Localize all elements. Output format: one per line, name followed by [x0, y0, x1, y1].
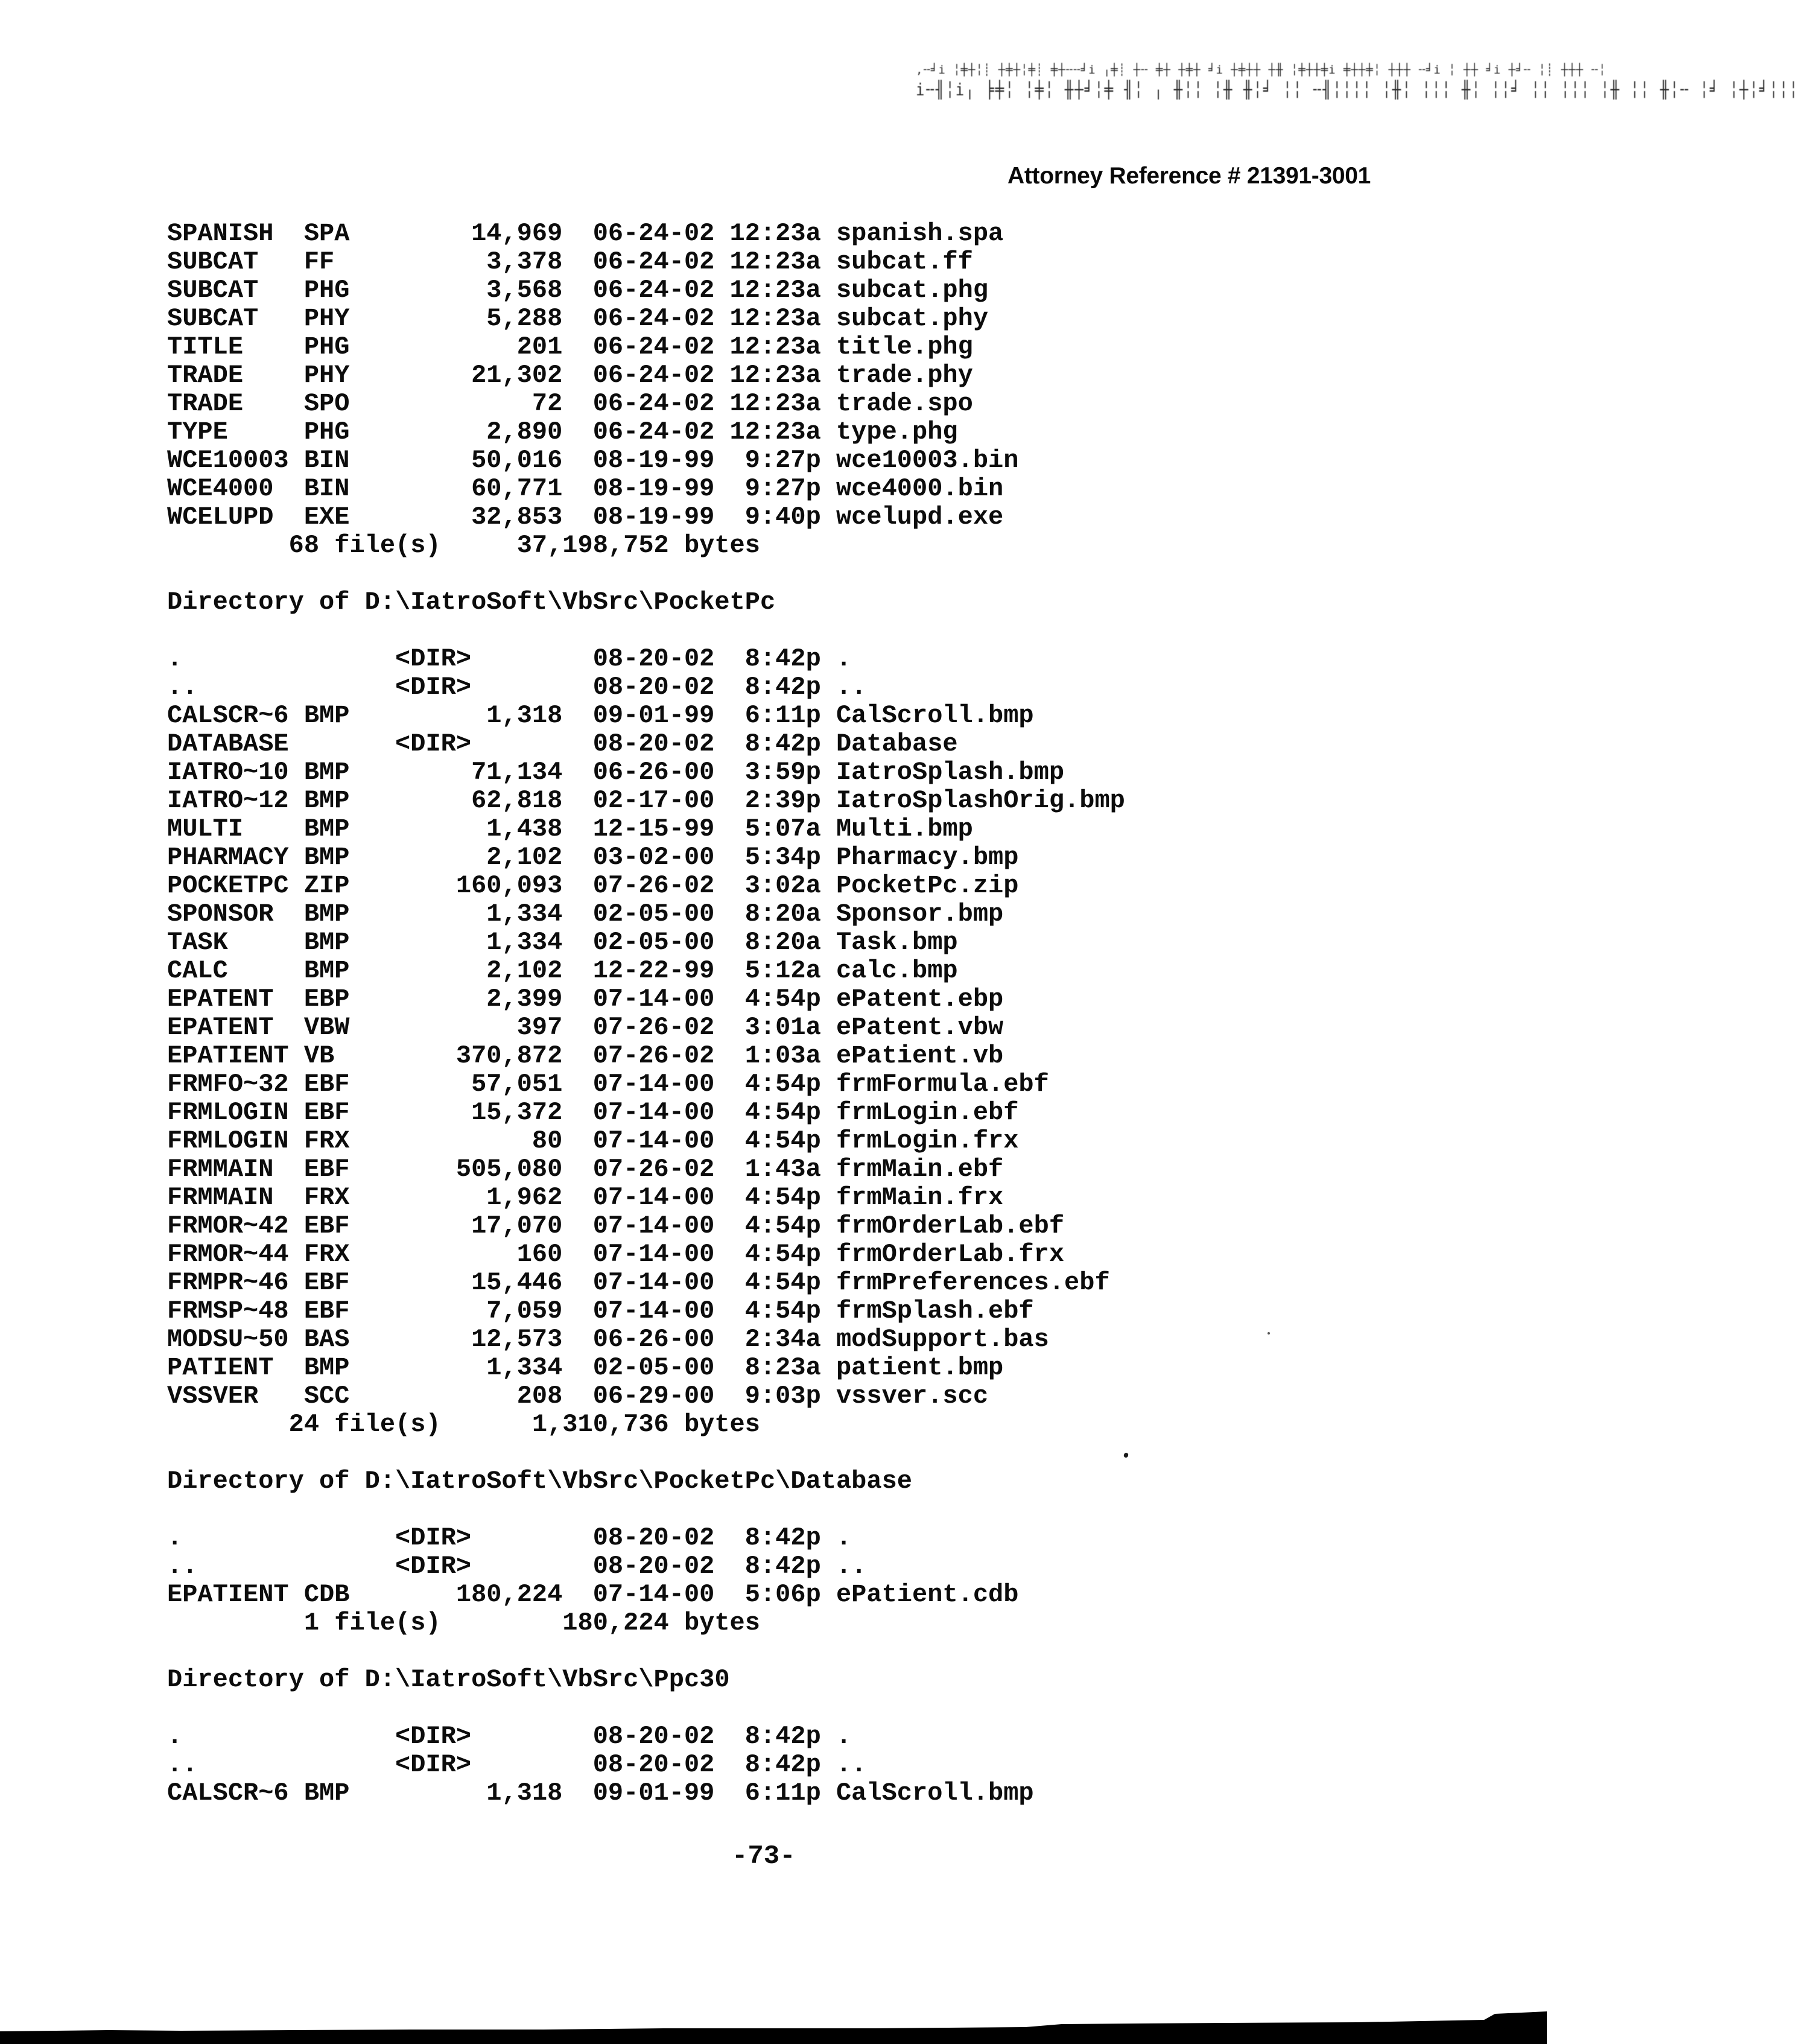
illegible-stamp-line-1: ,╌╛i ╎╪┼╎┊ ┼╪┼╎╪┊ ╪┼╌╌╛i ╷╪┊ ┼╌ ╪┼ ┼╪┼ ╛i ┼╪┼┼ ┼╫ ╎╪┼┼╪i ╪┼┼╪╎ ┼┼┼ ╌╛i ╎ ┼┼ ╛i ┼╛╌ ╎┊ ┼┼┼ ╌╎ [916, 63, 1607, 77]
ink-speck-small [1268, 1332, 1270, 1335]
page-number: -73- [732, 1841, 796, 1871]
attorney-reference: Attorney Reference # 21391-3001 [1007, 163, 1371, 189]
directory-listing: SPANISH SPA 14,969 06-24-02 12:23a spanish.spa SUBCAT FF 3,378 06-24-02 12:23a subcat.ff SUBCAT PHG 3,568 06-24-02 12:23a subcat.phg SUBCAT PHY 5,288 06-24-02 12:23a subcat.phy TITLE PHG 201 06-24-02 12:23a title.phg TRADE PHY 21,302 06-24-02 12:23a trade.phy TRADE SPO 72 06-24-02 12:23a trade.spo TYPE PHG 2,890 06-24-02 12:23a type.phg WCE10003 BIN 50,016 08-19-99 9:27p wce10003.bin WCE4000 BIN 60,771 08-19-99 9:27p wce4000.bin WCELUPD EXE 32,853 08-19-99 9:40p wcelupd.exe 68 file(s) 37,198,752 bytes Directory of D:\IatroSoft\VbSrc\PocketPc . <DIR> 08-20-02 8:42p . .. <DIR> 08-20-02 8:42p .. CALSCR~6 BMP 1,318 09-01-99 6:11p CalScroll.bmp DATABASE <DIR> 08-20-02 8:42p Database IATRO~10 BMP 71,134 06-26-00 3:59p IatroSplash.bmp IATRO~12 BMP 62,818 02-17-00 2:39p IatroSplashOrig.bmp MULTI BMP 1,438 12-15-99 5:07a Multi.bmp PHARMACY BMP 2,102 03-02-00 5:34p Pharmacy.bmp POCKETPC ZIP 160,093 07-26-02 3:02a PocketPc.zip SPONSOR BMP 1,334 02-05-00 8:20a Sponsor.bmp TASK BMP 1,334 02-05-00 8:20a Task.bmp CALC BMP 2,102 12-22-99 5:12a calc.bmp EPATENT EBP 2,399 07-14-00 4:54p ePatent.ebp EPATENT VBW 397 07-26-02 3:01a ePatent.vbw EPATIENT VB 370,872 07-26-02 1:03a ePatient.vb FRMFO~32 EBF 57,051 07-14-00 4:54p frmFormula.ebf FRMLOGIN EBF 15,372 07-14-00 4:54p frmLogin.ebf FRMLOGIN FRX 80 07-14-00 4:54p frmLogin.frx FRMMAIN EBF 505,080 07-26-02 1:43a frmMain.ebf FRMMAIN FRX 1,962 07-14-00 4:54p frmMain.frx FRMOR~42 EBF 17,070 07-14-00 4:54p frmOrderLab.ebf FRMOR~44 FRX 160 07-14-00 4:54p frmOrderLab.frx FRMPR~46 EBF 15,446 07-14-00 4:54p frmPreferences.ebf FRMSP~48 EBF 7,059 07-14-00 4:54p frmSplash.ebf MODSU~50 BAS 12,573 06-26-00 2:34a modSupport.bas PATIENT BMP 1,334 02-05-00 8:23a patient.bmp VSSVER SCC 208 06-29-00 9:03p vssver.scc 24 file(s) 1,310,736 bytes Directory of D:\IatroSoft\VbSrc\PocketPc\Database . <DIR> 08-20-02 8:42p . .. <DIR> 08-20-02 8:42p .. EPATIENT CDB 180,224 07-14-00 5:06p ePatient.cdb 1 file(s) 180,224 bytes Directory of D:\IatroSoft\VbSrc\Ppc30 . <DIR> 08-20-02 8:42p . .. <DIR> 08-20-02 8:42p .. CALSCR~6 BMP 1,318 09-01-99 6:11p CalScroll.bmp [167, 219, 1125, 1808]
bottom-scan-artifact [0, 1991, 1547, 2044]
illegible-stamp [916, 63, 1799, 119]
illegible-stamp-line-2: i╌╢╎i╷ ╞╪╎ ╎╪╎ ╫┼╛╎╪ ╢╎ ╷ ╫╎╎ ╎╫ ╫╎╛ ╎╎ ╌╢╎╎╎╎ ╎╫╎ ╎╎╎ ╫╎ ╎╎╛ ╎╎ ╎╎╎ ╎╫ ╎╎ ╫╎╌ ╎╛ ╎┼╎╛╎╎╎ [916, 80, 1799, 100]
